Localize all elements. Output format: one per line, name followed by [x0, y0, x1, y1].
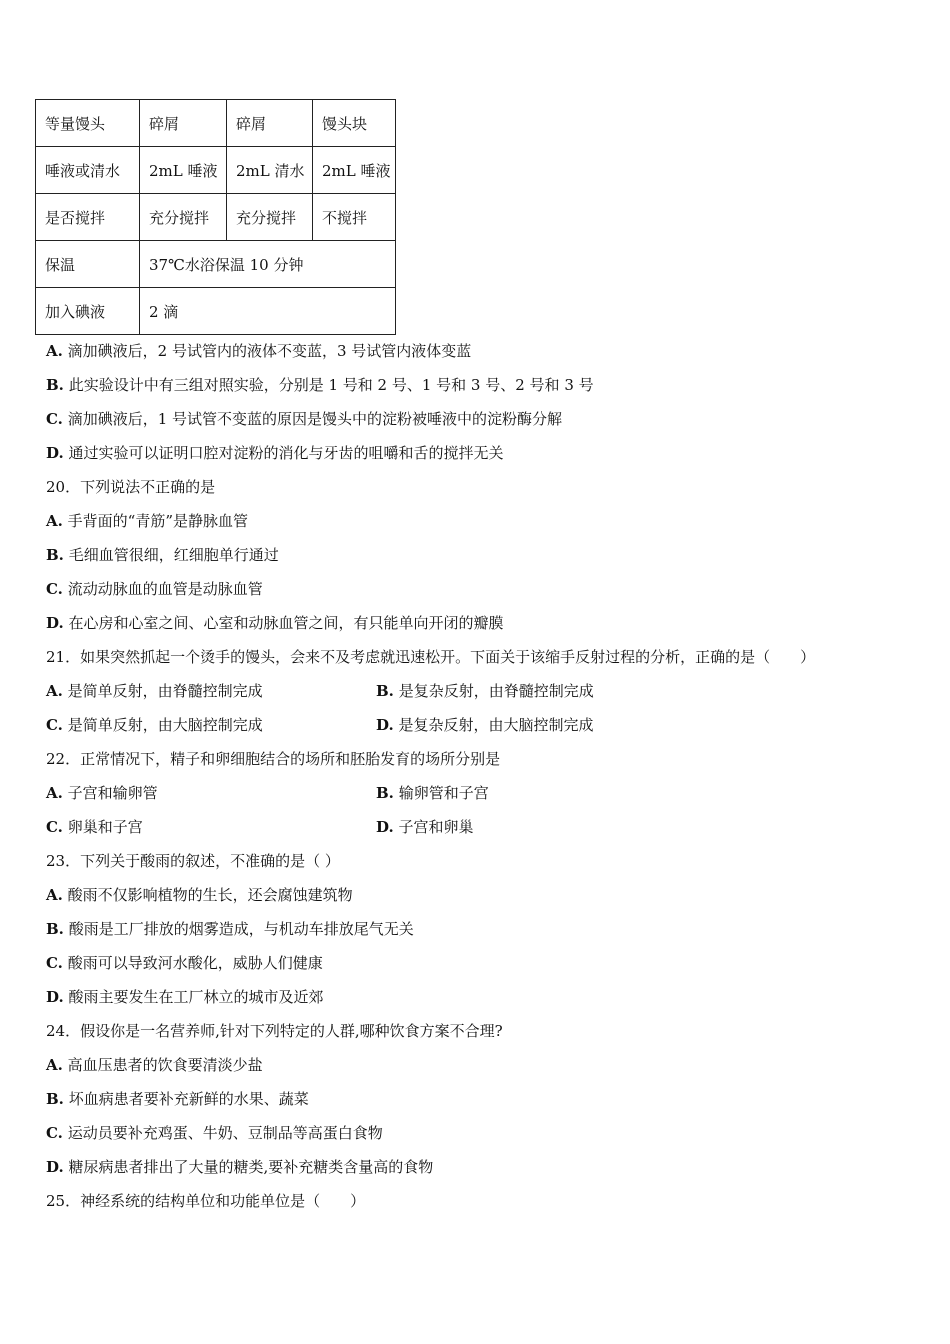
option-text: 此实验设计中有三组对照实验，分别是 1 号和 2 号、1 号和 3 号、2 号和 3 号	[68, 376, 594, 394]
option-letter: B.	[46, 376, 64, 394]
q20-option-d	[46, 613, 504, 633]
option-letter: D.	[46, 988, 64, 1006]
table-cell: 碎屑	[140, 100, 227, 147]
table-row	[36, 194, 396, 241]
option-letter: B.	[46, 1090, 64, 1108]
table-cell: 充分搅拌	[227, 194, 313, 241]
q23-option-d	[46, 987, 324, 1007]
option-letter: A.	[46, 1056, 63, 1074]
option-letter: D.	[46, 444, 64, 462]
option-letter: C.	[46, 954, 63, 972]
q19-option-a	[46, 341, 471, 361]
q19-option-c	[46, 409, 562, 429]
option-text: 酸雨不仅影响植物的生长，还会腐蚀建筑物	[67, 886, 353, 904]
table-cell: 2mL 唾液	[313, 147, 396, 194]
option-letter: C.	[46, 580, 63, 598]
option-text: 输卵管和子宫	[398, 784, 489, 802]
q21-option-b	[376, 681, 594, 701]
table-cell: 是否搅拌	[36, 194, 140, 241]
option-text: 是复杂反射，由脊髓控制完成	[398, 682, 594, 700]
q21-option-d	[376, 715, 594, 735]
question-24-stem: 24．假设你是一名营养师,针对下列特定的人群,哪种饮食方案不合理?	[46, 1022, 503, 1040]
q23-option-c	[46, 953, 323, 973]
table-cell: 加入碘液	[36, 288, 140, 335]
option-text: 滴加碘液后，1 号试管不变蓝的原因是馒头中的淀粉被唾液中的淀粉酶分解	[67, 410, 563, 428]
q22-option-b	[376, 783, 489, 803]
option-letter: B.	[376, 682, 394, 700]
q19-option-d	[46, 443, 504, 463]
q23-option-a	[46, 885, 353, 905]
q23-option-b	[46, 919, 414, 939]
option-letter: B.	[46, 920, 64, 938]
table-row	[36, 147, 396, 194]
option-letter: A.	[46, 682, 63, 700]
option-text: 通过实验可以证明口腔对淀粉的消化与牙齿的咀嚼和舌的搅拌无关	[68, 444, 504, 462]
option-text: 滴加碘液后，2 号试管内的液体不变蓝，3 号试管内液体变蓝	[67, 342, 472, 360]
option-text: 是简单反射，由大脑控制完成	[67, 716, 263, 734]
q21-option-c	[46, 715, 263, 735]
q20-option-a	[46, 511, 248, 531]
option-letter: C.	[46, 716, 63, 734]
option-letter: C.	[46, 1124, 63, 1142]
option-text: 酸雨主要发生在工厂林立的城市及近郊	[68, 988, 324, 1006]
table-cell: 保温	[36, 241, 140, 288]
q24-option-d	[46, 1157, 433, 1177]
option-text: 子宫和输卵管	[67, 784, 158, 802]
option-letter: B.	[46, 546, 64, 564]
q24-option-a	[46, 1055, 263, 1075]
option-text: 流动动脉血的血管是动脉血管	[67, 580, 263, 598]
option-text: 毛细血管很细，红细胞单行通过	[68, 546, 279, 564]
table-cell: 2mL 清水	[227, 147, 313, 194]
option-text: 子宫和卵巢	[398, 818, 474, 836]
q20-option-b	[46, 545, 279, 565]
q20-option-c	[46, 579, 263, 599]
option-text: 卵巢和子宫	[67, 818, 143, 836]
option-text: 是简单反射，由脊髓控制完成	[67, 682, 263, 700]
option-letter: A.	[46, 512, 63, 530]
question-21-stem: 21．如果突然抓起一个烫手的馒头，会来不及考虑就迅速松开。下面关于该缩手反射过程的分析，正确的是（ ）	[46, 648, 816, 666]
question-22-stem: 22．正常情况下，精子和卵细胞结合的场所和胚胎发育的场所分别是	[46, 750, 501, 768]
option-letter: A.	[46, 784, 63, 802]
table-cell: 馒头块	[313, 100, 396, 147]
option-text: 运动员要补充鸡蛋、牛奶、豆制品等高蛋白食物	[67, 1124, 383, 1142]
table-cell: 唾液或清水	[36, 147, 140, 194]
question-20-stem: 20．下列说法不正确的是	[46, 478, 216, 496]
table-cell: 2 滴	[140, 288, 396, 335]
option-letter: D.	[376, 818, 394, 836]
option-text: 在心房和心室之间、心室和动脉血管之间，有只能单向开闭的瓣膜	[68, 614, 504, 632]
table-row	[36, 100, 396, 147]
option-letter: C.	[46, 410, 63, 428]
option-letter: B.	[376, 784, 394, 802]
option-letter: A.	[46, 886, 63, 904]
option-letter: C.	[46, 818, 63, 836]
table-row	[36, 288, 396, 335]
q22-option-a	[46, 783, 158, 803]
q22-option-d	[376, 817, 474, 837]
q22-option-c	[46, 817, 143, 837]
table-cell: 充分搅拌	[140, 194, 227, 241]
question-23-stem: 23．下列关于酸雨的叙述，不准确的是（ ）	[46, 852, 340, 870]
q24-option-b	[46, 1089, 309, 1109]
option-text: 高血压患者的饮食要清淡少盐	[67, 1056, 263, 1074]
table-cell: 37℃水浴保温 10 分钟	[140, 241, 396, 288]
option-text: 坏血病患者要补充新鲜的水果、蔬菜	[68, 1090, 309, 1108]
q24-option-c	[46, 1123, 383, 1143]
table-cell: 碎屑	[227, 100, 313, 147]
option-text: 糖尿病患者排出了大量的糖类,要补充糖类含量高的食物	[68, 1158, 434, 1176]
table-row	[36, 241, 396, 288]
question-25-stem: 25．神经系统的结构单位和功能单位是（ ）	[46, 1192, 366, 1210]
q19-option-b	[46, 375, 594, 395]
option-text: 酸雨是工厂排放的烟雾造成，与机动车排放尾气无关	[68, 920, 414, 938]
option-letter: D.	[46, 614, 64, 632]
table-cell: 2mL 唾液	[140, 147, 227, 194]
q21-option-a	[46, 681, 263, 701]
option-text: 手背面的“青筋”是静脉血管	[67, 512, 248, 530]
experiment-table	[35, 99, 396, 335]
option-letter: A.	[46, 342, 63, 360]
option-text: 酸雨可以导致河水酸化，威胁人们健康	[67, 954, 323, 972]
table-cell: 不搅拌	[313, 194, 396, 241]
option-letter: D.	[376, 716, 394, 734]
option-letter: D.	[46, 1158, 64, 1176]
option-text: 是复杂反射，由大脑控制完成	[398, 716, 594, 734]
table-cell: 等量馒头	[36, 100, 140, 147]
